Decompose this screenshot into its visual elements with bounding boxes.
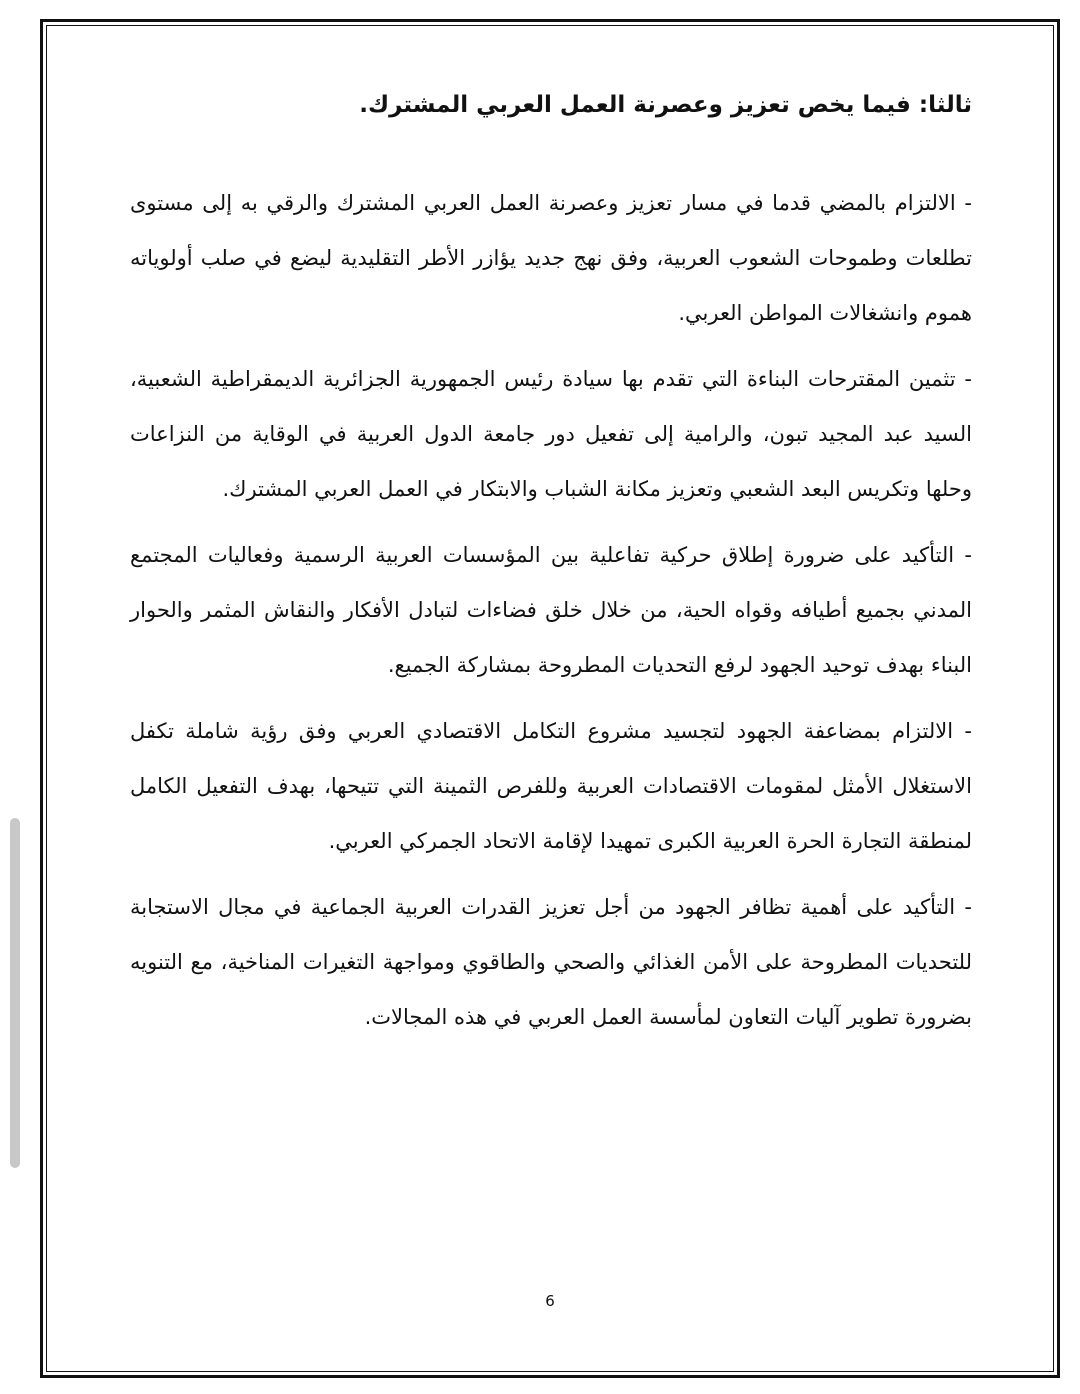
paragraph-1: - الالتزام بالمضي قدما في مسار تعزيز وعصرنة العمل العربي المشترك والرقي به إلى مستوى تطلعات وطموحات الشعوب العربية، وفق نهج جديد يؤازر الأطر التقليدية ليضع في صلب أولوياته هموم وانشغالات المواطن العربي. bbox=[130, 191, 972, 325]
paragraph-4: - الالتزام بمضاعفة الجهود لتجسيد مشروع التكامل الاقتصادي العربي وفق رؤية شاملة تكفل الاستغلال الأمثل لمقومات الاقتصادات العربية وللفرص الثمينة التي تتيحها، بهدف التفعيل الكامل لمنطقة التجارة الحرة العربية الكبرى تمهيدا لإقامة الاتحاد الجمركي العربي. bbox=[130, 719, 972, 853]
section-heading: ثالثا: فيما يخص تعزيز وعصرنة العمل العربي المشترك. bbox=[359, 92, 972, 118]
paragraph-5: - التأكيد على أهمية تظافر الجهود من أجل تعزيز القدرات العربية الجماعية في مجال الاستجابة للتحديات المطروحة على الأمن الغذائي والصحي والطاقوي ومواجهة التغيرات المناخية، مع التنويه بضرورة تطوير آليات التعاون لمأسسة العمل العربي في هذه المجالات. bbox=[130, 895, 972, 1029]
vertical-scrollbar[interactable] bbox=[10, 818, 20, 1168]
paragraph-3: - التأكيد على ضرورة إطلاق حركية تفاعلية بين المؤسسات العربية الرسمية وفعاليات المجتمع المدني بجميع أطيافه وقواه الحية، من خلال خلق فضاءات لتبادل الأفكار والنقاش المثمر والحوار البناء بهدف توحيد الجهود لرفع التحديات المطروحة بمشاركة الجميع. bbox=[130, 543, 972, 677]
page-number: 6 bbox=[545, 1292, 555, 1310]
paragraph-2: - تثمين المقترحات البناءة التي تقدم بها سيادة رئيس الجمهورية الجزائرية الديمقراطية الشعبية، السيد عبد المجيد تبون، والرامية إلى تفعيل دور جامعة الدول العربية في الوقاية من النزاعات وحلها وتكريس البعد الشعبي وتعزيز مكانة الشباب والابتكار في العمل العربي المشترك. bbox=[130, 367, 972, 501]
document-body bbox=[130, 80, 972, 1056]
